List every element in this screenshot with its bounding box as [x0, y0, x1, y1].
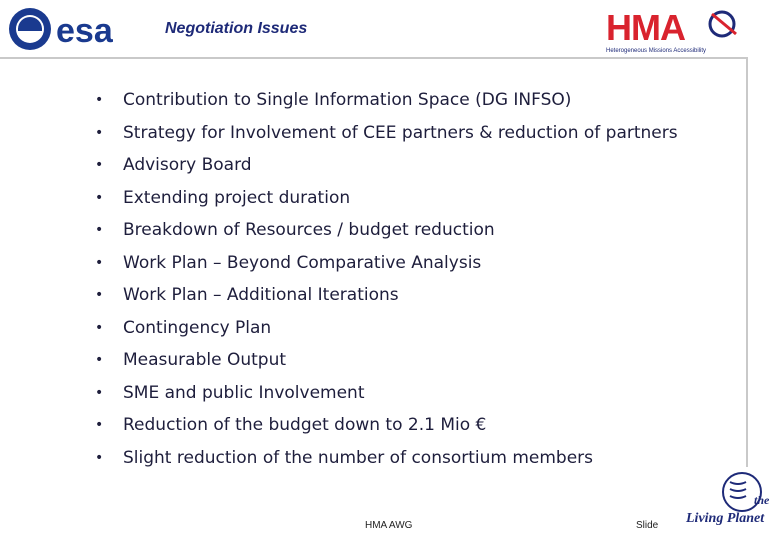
bullet-dot-icon: •	[95, 417, 104, 434]
bullet-item	[95, 279, 678, 312]
bullet-dot-icon: •	[95, 92, 104, 109]
bullet-dot-icon: •	[95, 384, 104, 401]
bullet-item	[95, 312, 678, 345]
bullet-item	[95, 84, 678, 117]
bullet-text: Work Plan – Additional Iterations	[123, 285, 399, 306]
bullet-text: Reduction of the budget down to 2.1 Mio €	[123, 415, 487, 436]
bullet-dot-icon: •	[95, 157, 104, 174]
esa-logo	[6, 6, 156, 52]
bullet-text: Contingency Plan	[123, 317, 272, 338]
bullet-dot-icon: •	[95, 287, 104, 304]
bullet-dot-icon: •	[95, 222, 104, 239]
hma-logo	[604, 6, 744, 54]
hma-tagline: Heterogeneous Missions Accessibility	[606, 48, 707, 54]
bullet-item	[95, 409, 678, 442]
bullet-item	[95, 247, 678, 280]
bullet-item	[95, 442, 678, 475]
bullet-item	[95, 214, 678, 247]
planet-logo-the: the	[754, 493, 770, 507]
header-divider	[0, 57, 748, 59]
bullet-item	[95, 377, 678, 410]
page-title: Negotiation Issues	[165, 20, 308, 37]
bullet-dot-icon: •	[95, 352, 104, 369]
bullet-text: Advisory Board	[123, 155, 252, 176]
slide-header	[0, 0, 780, 58]
hma-logo-text: HMA	[606, 7, 685, 48]
bullet-item	[95, 149, 678, 182]
bullet-text: Contribution to Single Information Space (DG INFSO)	[123, 90, 572, 111]
bullet-dot-icon: •	[95, 449, 104, 466]
living-planet-logo	[684, 470, 776, 528]
esa-logo-text: esa	[56, 12, 113, 50]
bullet-text: SME and public Involvement	[123, 382, 365, 403]
bullet-dot-icon: •	[95, 124, 104, 141]
bullet-list	[95, 84, 678, 474]
right-divider	[746, 57, 748, 467]
bullet-dot-icon: •	[95, 319, 104, 336]
bullet-item	[95, 117, 678, 150]
bullet-text: Slight reduction of the number of consortium members	[123, 447, 594, 468]
bullet-item	[95, 344, 678, 377]
bullet-item	[95, 182, 678, 215]
bullet-text: Breakdown of Resources / budget reduction	[123, 220, 495, 241]
bullet-text: Work Plan – Beyond Comparative Analysis	[123, 252, 482, 273]
planet-logo-text: Living Planet	[686, 511, 765, 526]
footer-label: HMA AWG	[365, 520, 413, 531]
slide-label: Slide	[636, 520, 659, 531]
bullet-dot-icon: •	[95, 189, 104, 206]
bullet-text: Extending project duration	[123, 187, 351, 208]
bullet-text: Measurable Output	[123, 350, 287, 371]
bullet-text: Strategy for Involvement of CEE partners & reduction of partners	[123, 122, 678, 143]
bullet-dot-icon: •	[95, 254, 104, 271]
